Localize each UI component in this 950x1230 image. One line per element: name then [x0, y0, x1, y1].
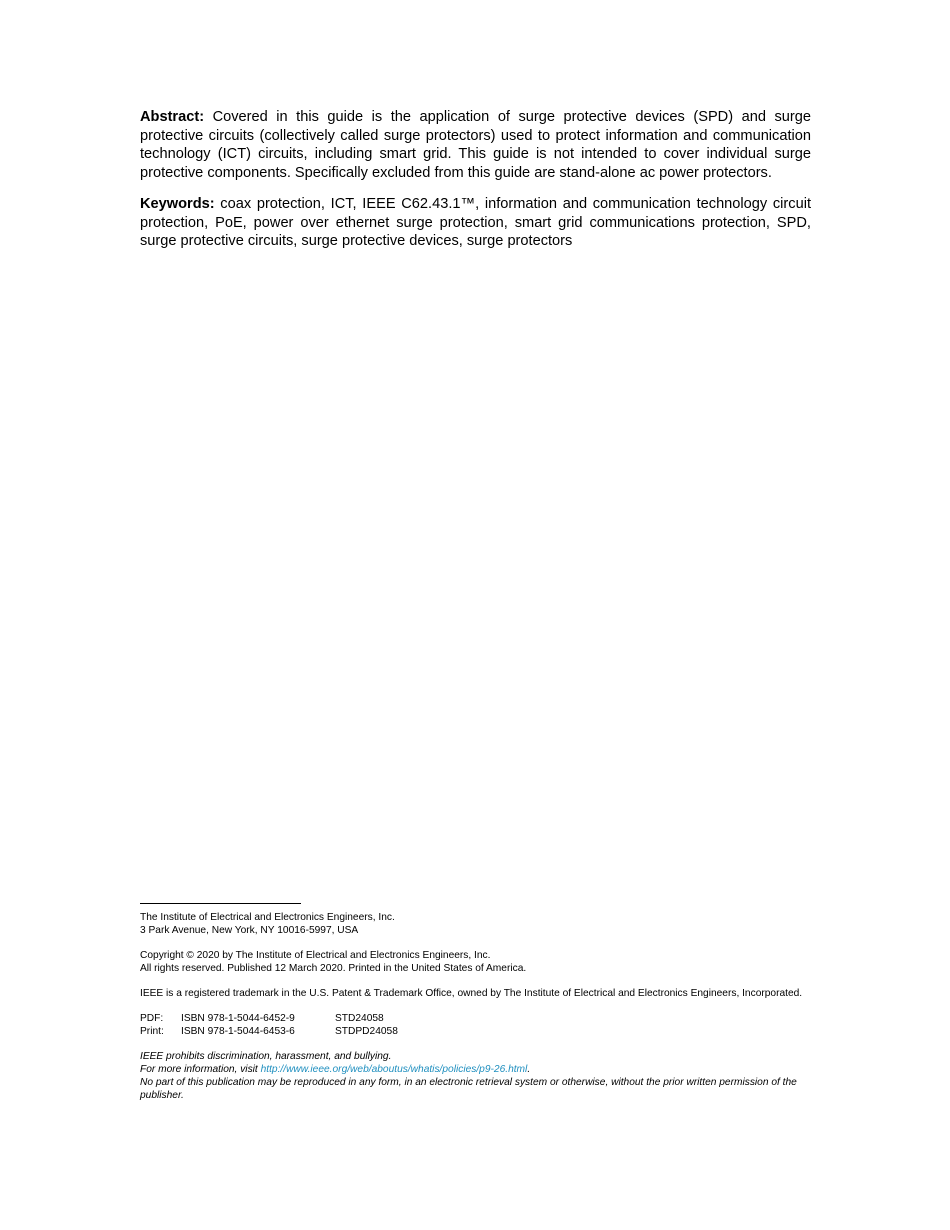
isbn-code: STD24058 [335, 1013, 384, 1024]
isbn-code: STDPD24058 [335, 1026, 398, 1037]
publisher-block [140, 911, 811, 937]
policy-line-reproduction: No part of this publication may be reproduced in any form, in an electronic retrieval system or otherwise, without the prior written permission of the publisher. [140, 1077, 797, 1101]
isbn-block [140, 1012, 811, 1038]
front-matter-body [140, 108, 811, 251]
abstract-label: Abstract: [140, 109, 205, 125]
footer-divider [140, 903, 301, 904]
keywords-paragraph [140, 195, 811, 251]
policy-info-prefix: For more information, visit [140, 1064, 261, 1075]
keywords-label: Keywords: [140, 195, 215, 212]
trademark-block [140, 987, 811, 1000]
publisher-name: The Institute of Electrical and Electronics Engineers, Inc. [140, 912, 395, 923]
trademark-line: IEEE is a registered trademark in the U.S. Patent & Trademark Office, owned by The Institute of Electrical and Electronics Engineers, Incorporated. [140, 988, 803, 999]
policy-line-info [140, 1063, 811, 1076]
copyright-line: Copyright © 2020 by The Institute of Electrical and Electronics Engineers, Inc. [140, 950, 491, 961]
publisher-address: 3 Park Avenue, New York, NY 10016-5997, USA [140, 925, 359, 936]
abstract-text: Covered in this guide is the application of surge protective devices (SPD) and surge protective circuits (collectively called surge protectors) used to protect information and communication technology (ICT) circuits, including smart grid. This guide is not intended to cover individual surge protective components. Specifically excluded from this guide are stand-alone ac power protectors. [140, 109, 811, 182]
isbn-format: PDF: [140, 1013, 164, 1024]
copyright-block [140, 949, 811, 975]
publication-footer [140, 903, 811, 1114]
isbn-format: Print: [140, 1026, 164, 1037]
isbn-number: ISBN 978-1-5044-6453-6 [181, 1026, 295, 1037]
isbn-number: ISBN 978-1-5044-6452-9 [181, 1013, 295, 1024]
policy-line-discrimination: IEEE prohibits discrimination, harassment, and bullying. [140, 1051, 392, 1062]
abstract-paragraph [140, 108, 811, 183]
isbn-row-print [140, 1025, 811, 1038]
policy-link[interactable]: http://www.ieee.org/web/aboutus/whatis/policies/p9-26.html [260, 1064, 528, 1075]
rights-line: All rights reserved. Published 12 March 2020. Printed in the United States of America. [140, 963, 527, 974]
keywords-text: coax protection, ICT, IEEE C62.43.1™, information and communication technology circuit protection, PoE, power over ethernet surge protection, smart grid communications protection, SPD, surge protective circuits, surge protective devices, surge protectors [140, 195, 811, 250]
policy-block [140, 1050, 811, 1102]
policy-info-suffix: . [527, 1064, 531, 1075]
isbn-row-pdf [140, 1012, 811, 1025]
